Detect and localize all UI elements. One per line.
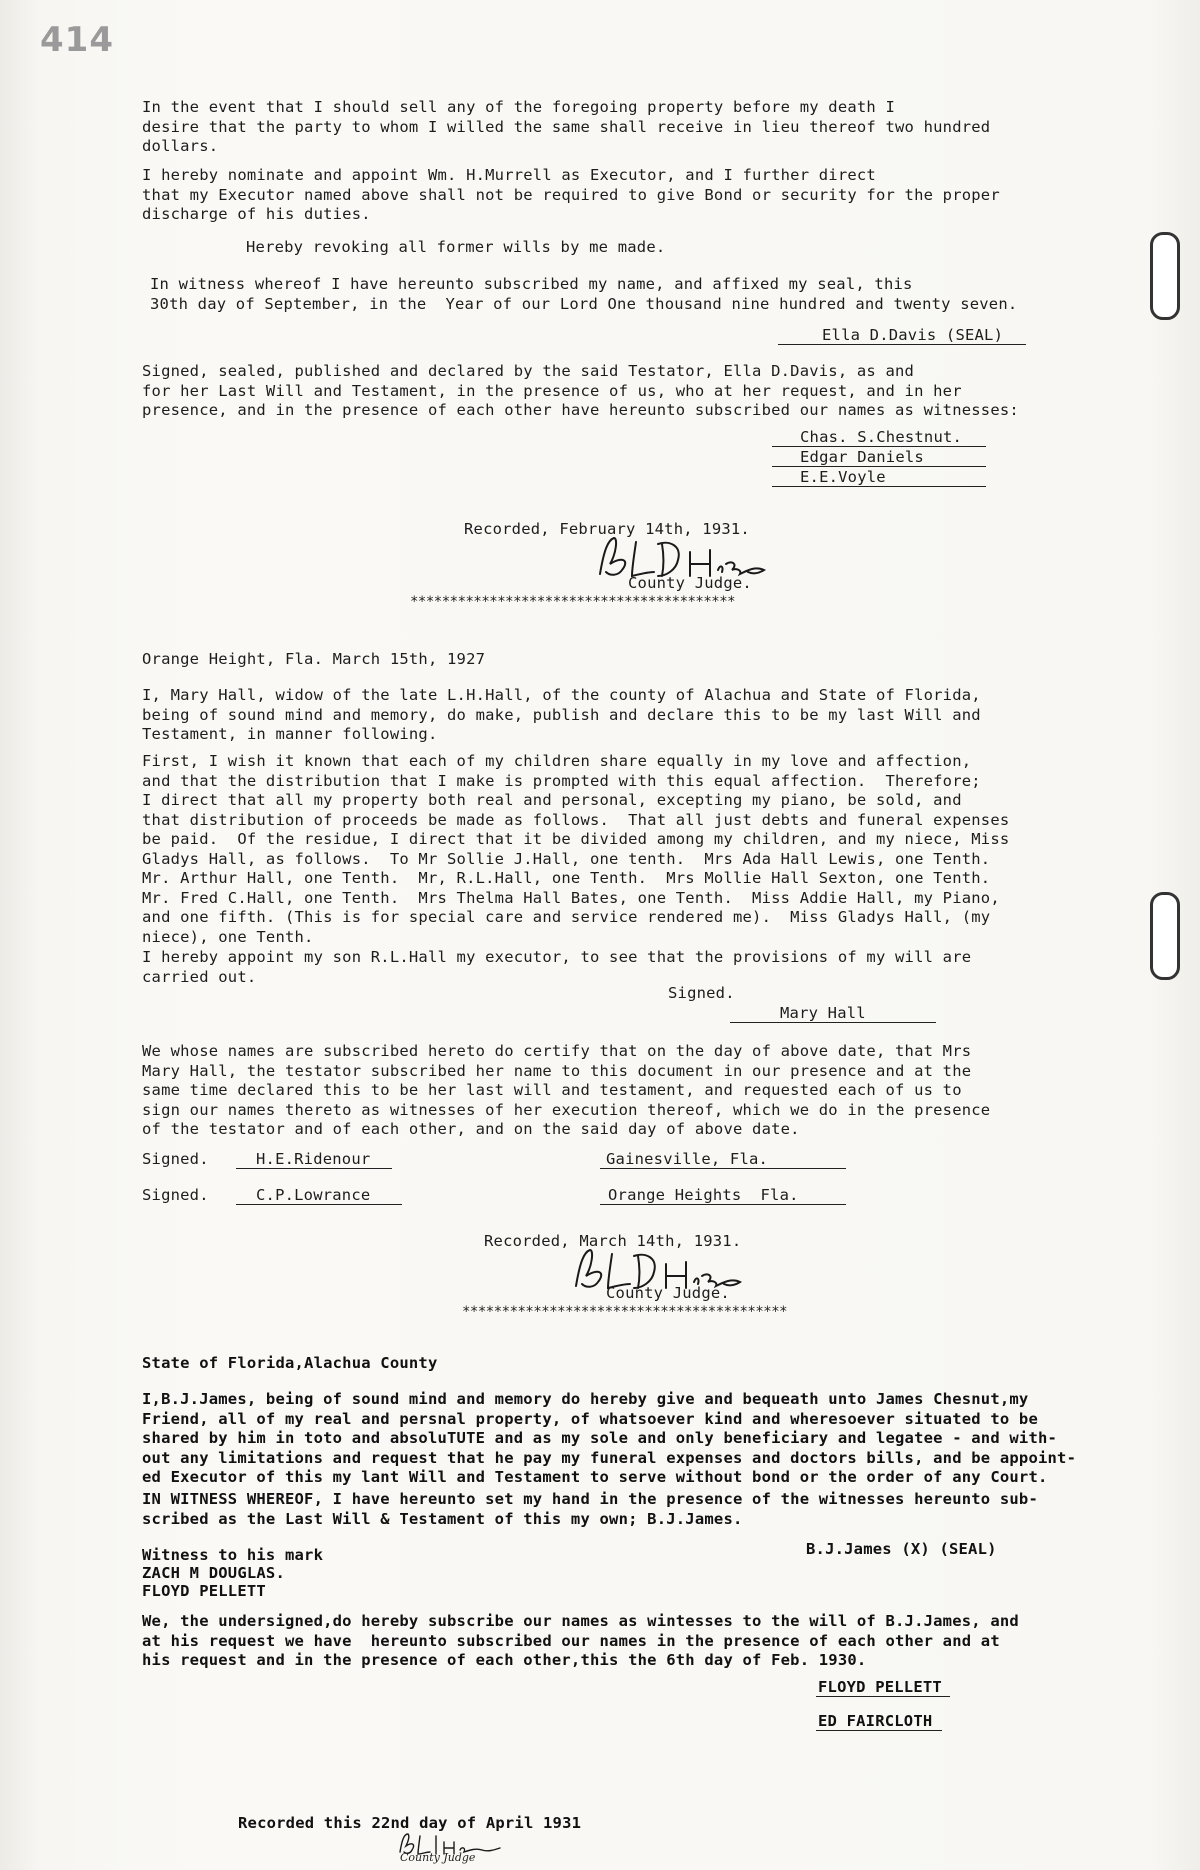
will1-recorded-date: Recorded, February 14th, 1931. <box>464 520 750 538</box>
will2-signature-line <box>730 1022 936 1023</box>
will1-paragraph-5: Signed, sealed, published and declared by the said Testator, Ella D.Davis, as and for her Last Will and Testament, in the presence of us, who at her request, and in her presence, and in the presence of each other have hereunto subscribed our names as witnesses: <box>142 362 1019 419</box>
will3-testator-signature: B.J.James (X) (SEAL) <box>806 1540 997 1558</box>
will1-paragraph-4: In witness whereof I have hereunto subscribed my name, and affixed my seal, this 30th day of September, in the Year of our Lord One thousand nine hundred and twenty seven. <box>150 275 1018 313</box>
will1-witness-line-3 <box>772 486 986 487</box>
will1-signature-line <box>778 344 1026 345</box>
will2-witness-1-place-line <box>600 1168 846 1169</box>
will1-paragraph-1: In the event that I should sell any of the foregoing property before my death I desire that the party to whom I willed the same shall receive in lieu thereof two hundred dollars. <box>142 98 991 155</box>
will2-paragraph-3: I hereby appoint my son R.L.Hall my executor, to see that the provisions of my will are carried out. <box>142 948 972 986</box>
will3-witness-line-2 <box>816 1730 942 1731</box>
will2-signed-label: Signed. <box>668 984 735 1002</box>
will3-judge-title: County Judge <box>400 1851 476 1864</box>
will1-paragraph-3: Hereby revoking all former wills by me made. <box>246 238 666 256</box>
will1-witness-3: E.E.Voyle <box>800 468 886 486</box>
will3-witness-1: FLOYD PELLETT <box>818 1678 942 1696</box>
will2-witness-2-place-line <box>600 1204 846 1205</box>
will2-witness-1-name: H.E.Ridenour <box>256 1150 371 1168</box>
will1-testator-signature: Ella D.Davis (SEAL) <box>822 326 1004 344</box>
will2-witness-2-label: Signed. <box>142 1186 209 1204</box>
will2-paragraph-1: I, Mary Hall, widow of the late L.H.Hall, of the county of Alachua and State of Florida, being of sound mind and memory, do make, publish and declare this to be my last Will and Testament, in manner following. <box>142 686 981 743</box>
will3-paragraph-3: We, the undersigned,do hereby subscribe our names as wintesses to the will of B.J.James, and at his request we have hereunto subscribed our names in the presence of each other and at his request and in the presence of each other,this the 6th day of Feb. 1930. <box>142 1612 1019 1669</box>
will2-heading: Orange Height, Fla. March 15th, 1927 <box>142 650 486 668</box>
will1-separator: ***************************************** <box>410 594 736 610</box>
will3-paragraph-2: IN WITNESS WHEREOF, I have hereunto set my hand in the presence of the witnesses hereunto sub- scribed as the Last Will & Testament of this my own; B.J.James. <box>142 1490 1038 1528</box>
punch-hole-middle <box>1150 892 1180 980</box>
punch-hole-top <box>1150 232 1180 320</box>
will3-witness-mark-label: Witness to his mark <box>142 1546 324 1564</box>
will2-separator: ***************************************** <box>462 1304 788 1320</box>
will2-witness-2-place: Orange Heights Fla. <box>608 1186 799 1204</box>
will2-paragraph-4: We whose names are subscribed hereto do certify that on the day of above date, that Mrs Mary Hall, the testator subscribed her name to this document in our presence and at the same time declared this to be her last will and testament, and requested each of us to sign our names thereto as witnesses of her execution thereof, which we do in the presence of the testator and of each other, and on the said day of above date. <box>142 1042 991 1138</box>
will2-witness-1-name-line <box>236 1168 392 1169</box>
will3-paragraph-1: I,B.J.James, being of sound mind and memory do hereby give and bequeath unto James Chesnut,my Friend, all of my real and persnal property, of whatsoever kind and wheresoever situated to be shared by him in toto and absoluTUTE and as my sole and only beneficiary and legatee - and with- out any limitations and request that he pay my funeral expenses and doctors bills, and be appoint- ed Executor of this my lant Will and Testament to serve without bond or the order of any Court. <box>142 1390 1077 1486</box>
will3-recorded-date: Recorded this 22nd day of April 1931 <box>238 1814 582 1832</box>
will1-witness-line-2 <box>772 466 986 467</box>
will2-witness-1-label: Signed. <box>142 1150 209 1168</box>
will1-judge-title: County Judge. <box>628 574 752 592</box>
will1-witness-2: Edgar Daniels <box>800 448 924 466</box>
will2-recorded-date: Recorded, March 14th, 1931. <box>484 1232 742 1250</box>
will3-witness-line-1 <box>816 1696 950 1697</box>
will1-witness-1: Chas. S.Chestnut. <box>800 428 963 446</box>
will2-witness-2-name: C.P.Lowrance <box>256 1186 371 1204</box>
will1-witness-line-1 <box>772 446 986 447</box>
will2-paragraph-2: First, I wish it known that each of my children share equally in my love and affection, and that the distribution that I make is prompted with this equal affection. Therefore; I direct that all my property both real and personal, excepting my piano, be sold, and that distribution of proceeds be made as follows. That all just debts and funeral expenses be paid. Of the residue, I direct that it be divided among my children, and my niece, Miss Gladys Hall, as follows. To Mr Sollie J.Hall, one tenth. Mrs Ada Hall Lewis, one Tenth. Mr. Arthur Hall, one Tenth. Mr, R.L.Hall, one Tenth. Mrs Mollie Hall Sexton, one Tenth. Mr. Fred C.Hall, one Tenth. Mrs Thelma Hall Bates, one Tenth. Miss Addie Hall, my Piano, and one fifth. (This is for special care and service rendered me). Miss Gladys Hall, (my niece), one Tenth. <box>142 752 1010 946</box>
will3-heading: State of Florida,Alachua County <box>142 1354 438 1372</box>
will3-witness-2: ED FAIRCLOTH <box>818 1712 933 1730</box>
will1-paragraph-2: I hereby nominate and appoint Wm. H.Murrell as Executor, and I further direct that my Executor named above shall not be required to give Bond or security for the proper discharge of his duties. <box>142 166 1000 223</box>
page-number: 414 <box>40 20 114 60</box>
will3-mark-witness-2: FLOYD PELLETT <box>142 1582 266 1600</box>
will3-mark-witness-1: ZACH M DOUGLAS. <box>142 1564 285 1582</box>
will2-witness-1-place: Gainesville, Fla. <box>606 1150 769 1168</box>
will2-witness-2-name-line <box>236 1204 402 1205</box>
will2-testator-signature: Mary Hall <box>780 1004 866 1022</box>
will2-judge-title: County Judge. <box>606 1284 730 1302</box>
